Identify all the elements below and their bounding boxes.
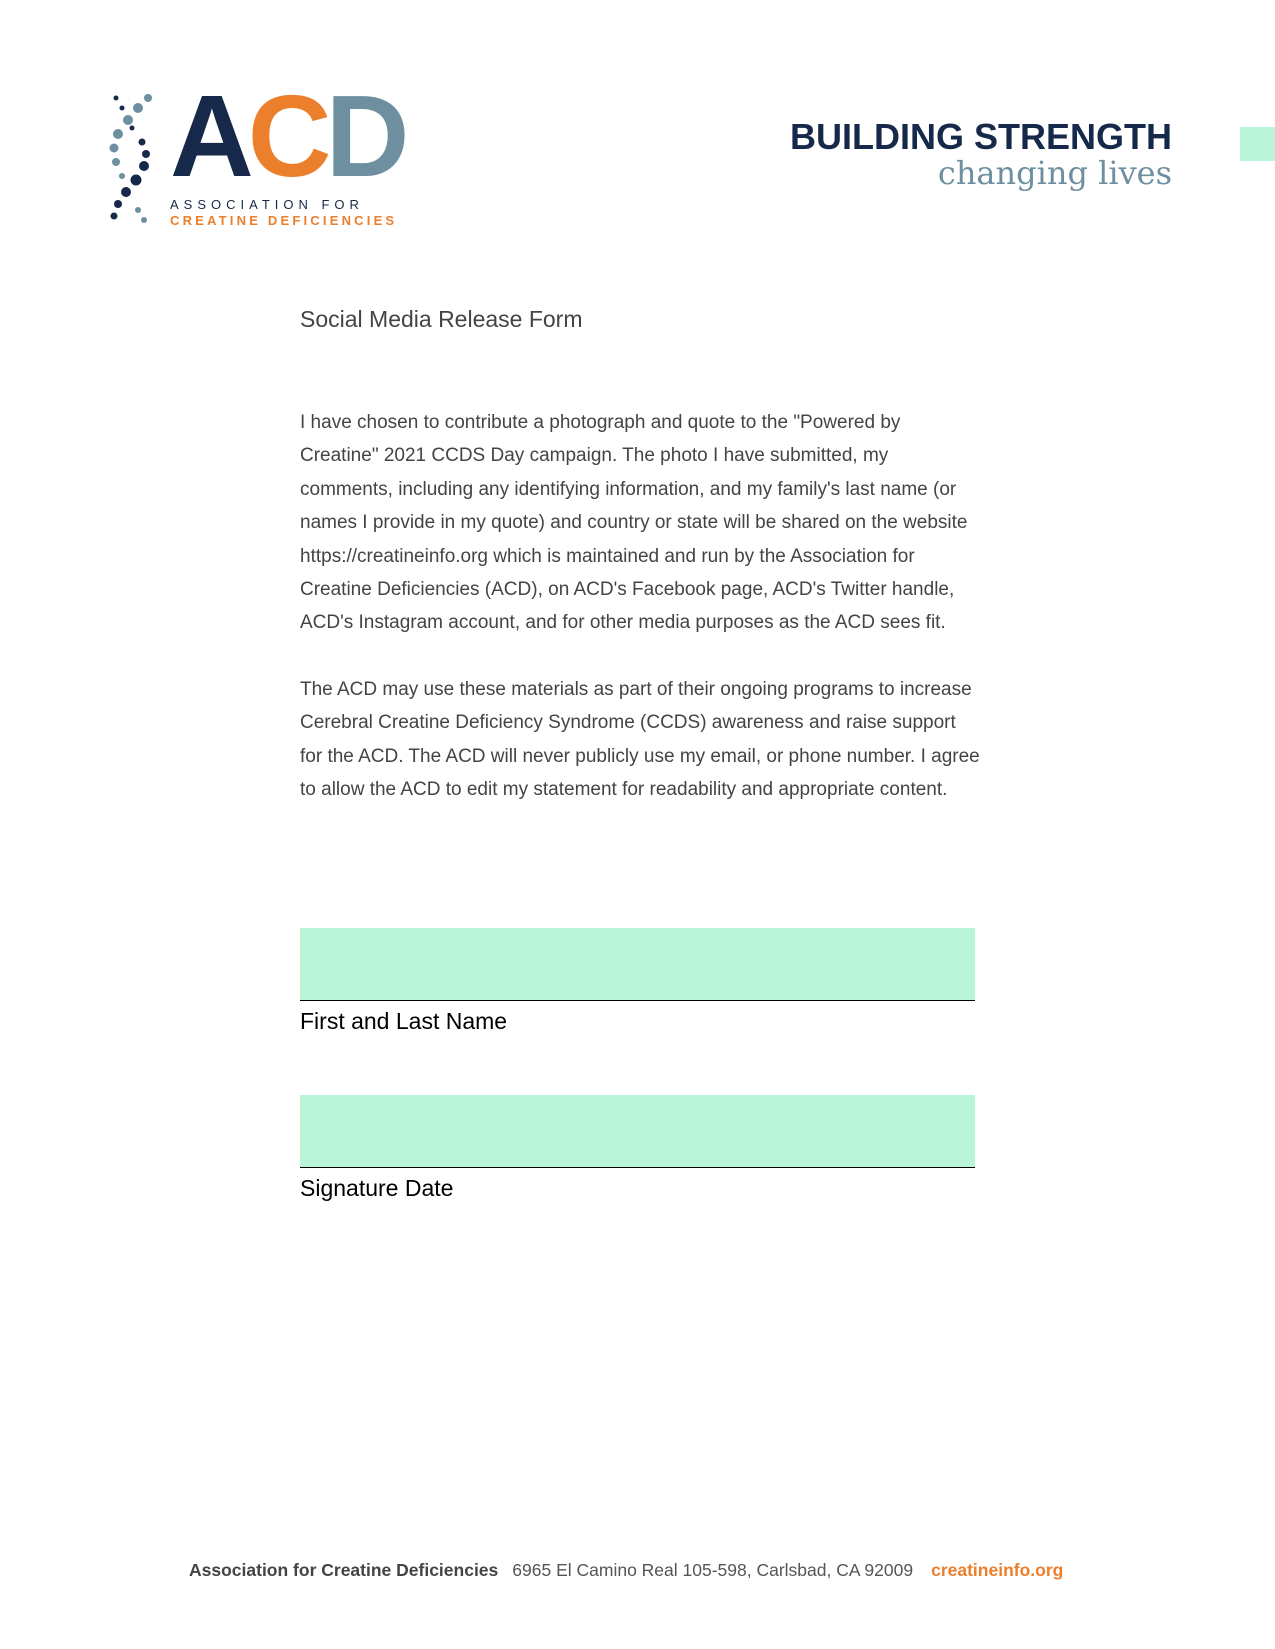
tagline-secondary: changing lives (937, 153, 1172, 192)
logo-line-2: CREATINE DEFICIENCIES (170, 213, 398, 228)
tagline-primary: BUILDING STRENGTH (790, 116, 1172, 157)
release-paragraph-2: The ACD may use these materials as part of their ongoing programs to increase Cerebral Creatine Deficiency Syndrome (CCDS) awareness and raise support for the ACD. The ACD will never publicly use my email, or phone number. I agree to allow the ACD to edit my statement for readability and appropriate content. (300, 679, 980, 801)
form-field-marker[interactable] (1240, 127, 1275, 161)
signature-date-input[interactable] (300, 1095, 975, 1168)
acd-logo (108, 71, 408, 232)
footer-org: Association for Creatine Deficiencies (189, 1560, 499, 1580)
name-input[interactable] (300, 928, 975, 1001)
logo-wordmark: ACD (170, 71, 404, 201)
logo-line-1: ASSOCIATION FOR (170, 197, 364, 212)
page-title: Social Media Release Form (300, 306, 583, 332)
footer-website-link[interactable]: creatineinfo.org (931, 1560, 1064, 1580)
signature-date-label: Signature Date (300, 1175, 454, 1201)
footer-address: 6965 El Camino Real 105-598, Carlsbad, CA 92009 (512, 1560, 914, 1580)
release-paragraph-1: I have chosen to contribute a photograph and quote to the "Powered by Creatine" 2021 CCDS Day campaign. The photo I have submitted, my comments, including any identifying information, and my family's last name (or names I provide in my quote) and country or state will be shared on the website https://creatineinfo.org which is maintained and run by the Association for Creatine Deficiencies (ACD), on ACD's Facebook page, ACD's Twitter handle, ACD's Instagram account, and for other media purposes as the ACD sees fit. (300, 412, 968, 634)
footer (189, 1560, 1063, 1581)
tagline (790, 118, 1172, 191)
dna-helix-icon (108, 92, 168, 227)
name-label: First and Last Name (300, 1008, 508, 1034)
